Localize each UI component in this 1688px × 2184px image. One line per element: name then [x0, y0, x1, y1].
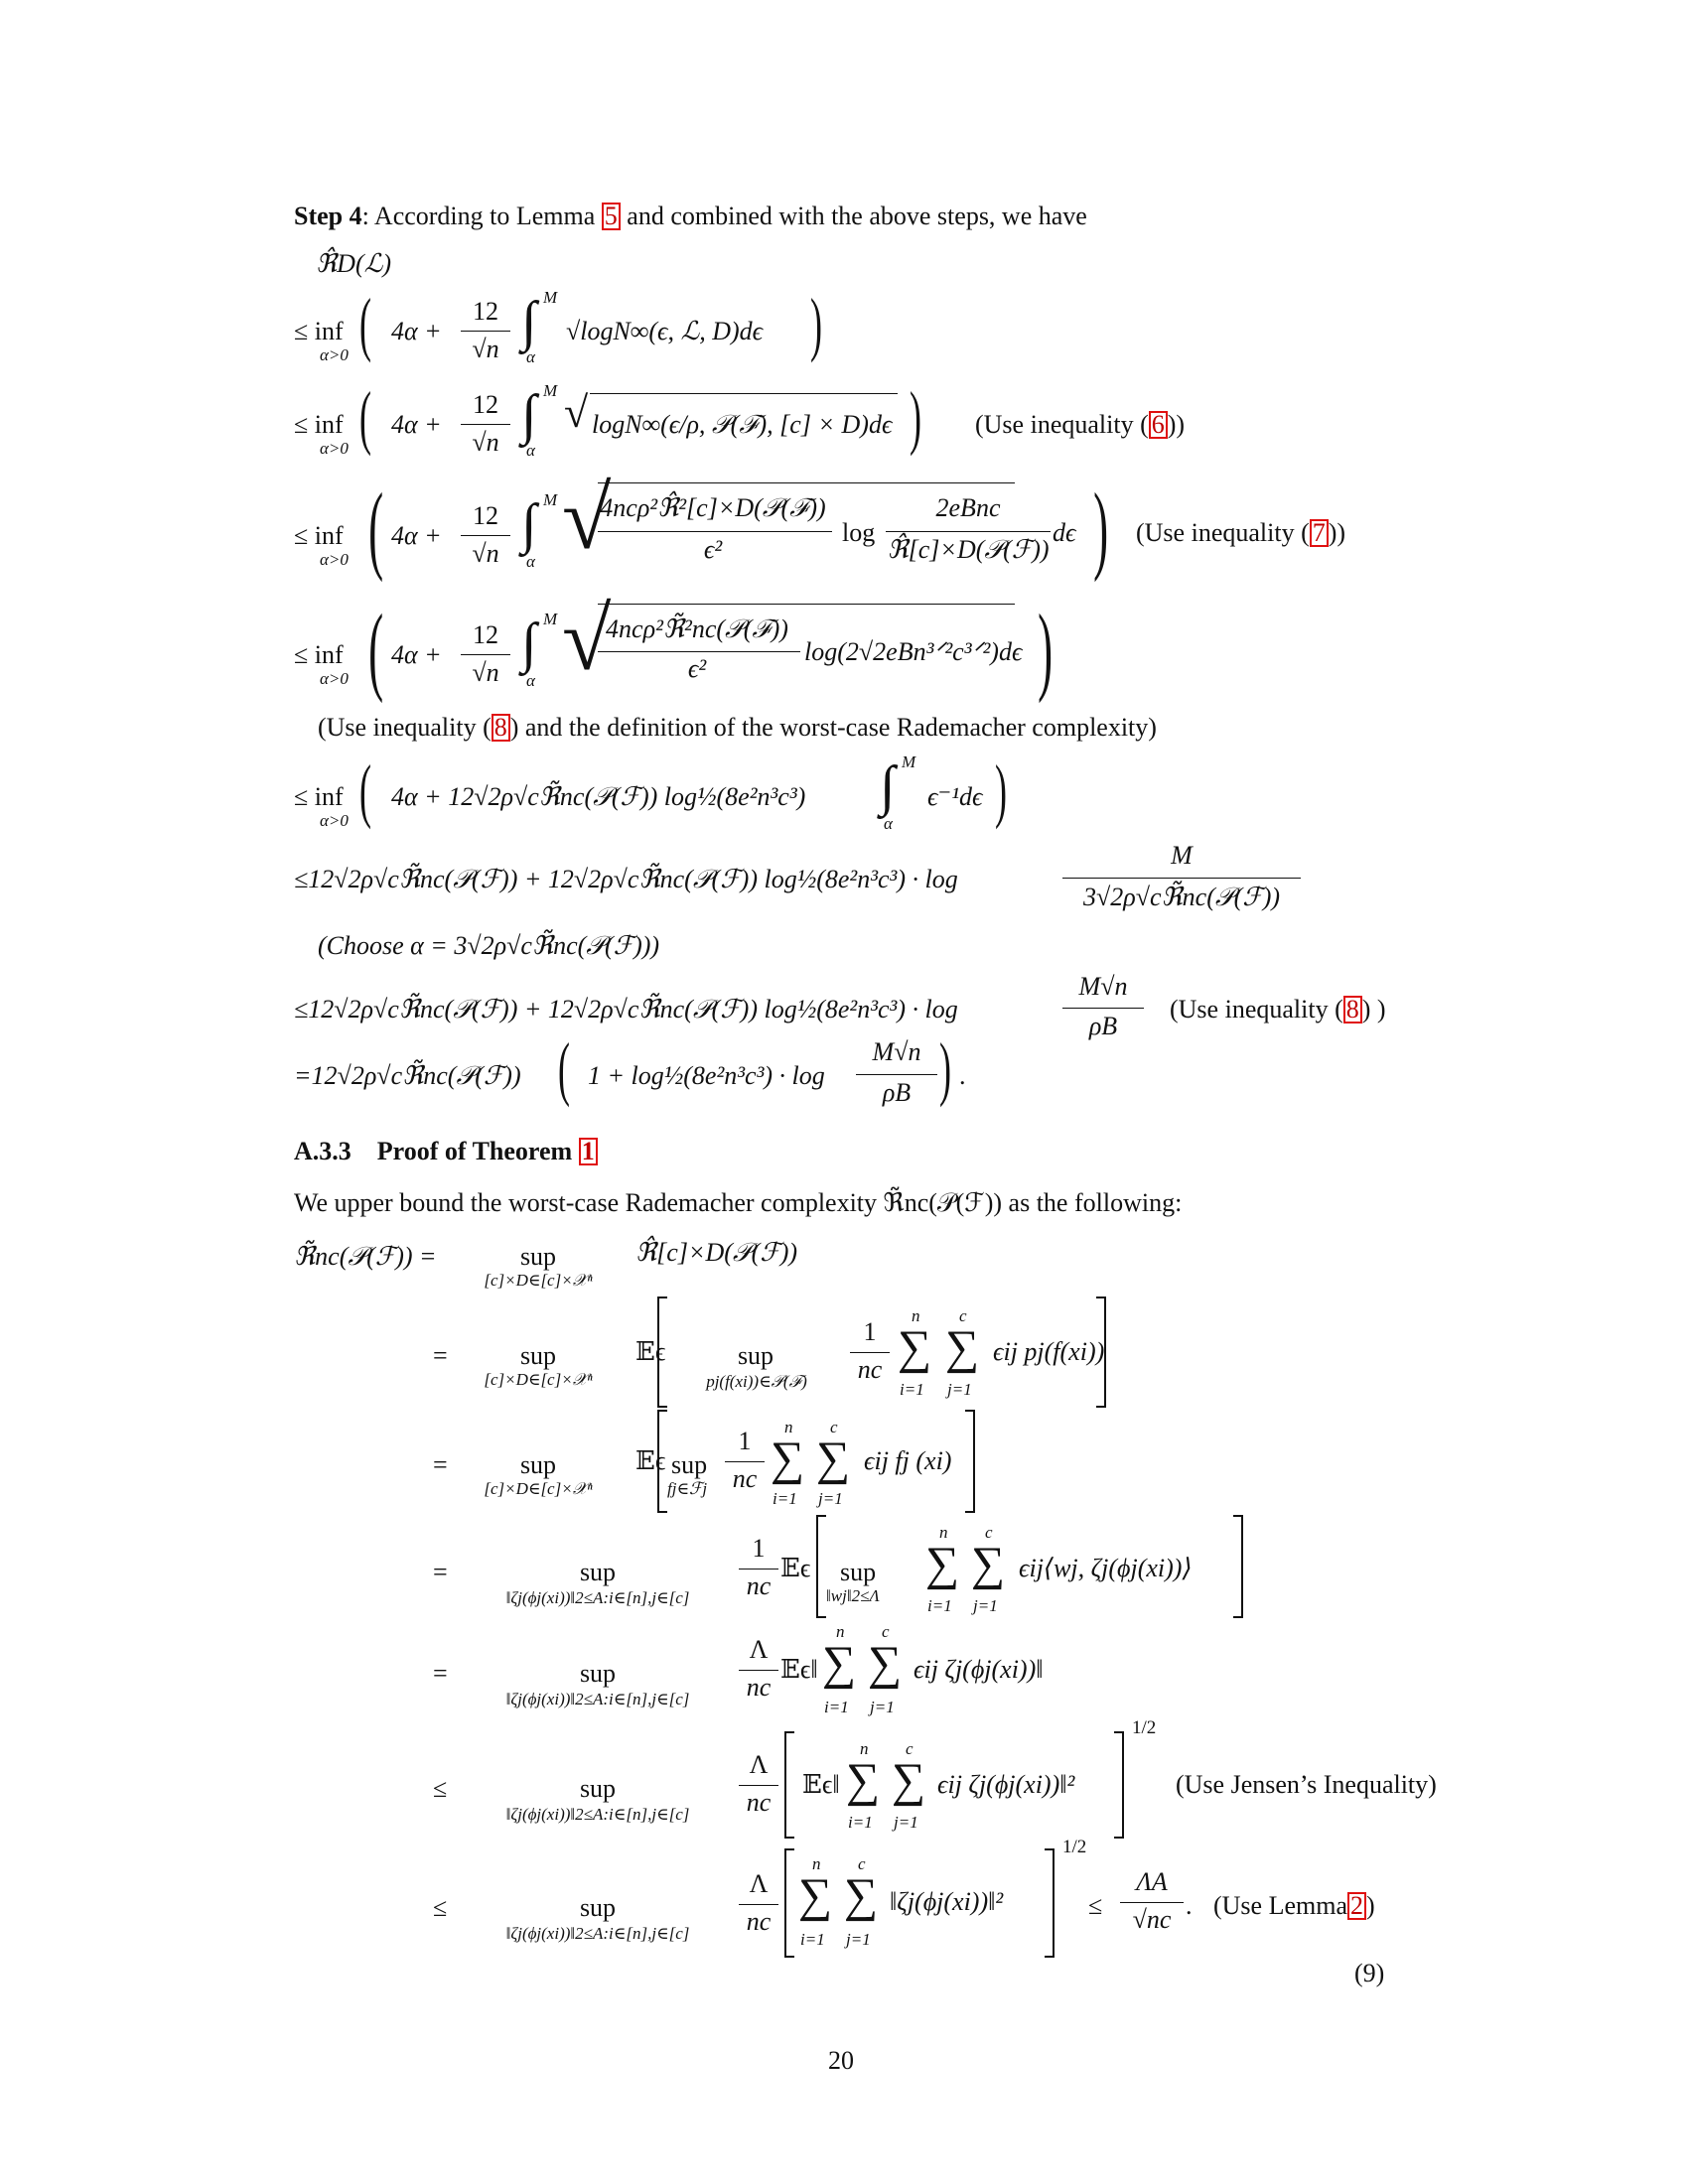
- integral-sign-2: ∫: [521, 384, 537, 446]
- eq9-sup-sub-3: ‖ζj(ϕj(xi))‖2≤A:i∈[n],j∈[c]: [505, 1588, 690, 1607]
- int-lower-1: α: [526, 347, 535, 366]
- l10-body: =12√2ρ√cℜ̃nc(𝒫(ℱ)): [294, 1061, 521, 1090]
- integral-sign-1: ∫: [521, 291, 537, 352]
- int-lower-6: α: [884, 814, 893, 833]
- sum-top-n-5: n: [860, 1739, 869, 1758]
- sum-j-icon-2: ∑: [816, 1433, 851, 1485]
- int-upper-1: M: [543, 288, 558, 307]
- eq9-r6-fracline: [1120, 1902, 1184, 1903]
- l7-num: M: [1171, 841, 1193, 870]
- note-ineq-8-b: (Use inequality ( 8 ) ): [1170, 995, 1386, 1024]
- paren-close-4: ): [1038, 594, 1054, 704]
- frac12-den-3: √n: [472, 539, 499, 568]
- eq9-sup-5: sup: [579, 1774, 617, 1803]
- term-4alpha-2: 4α +: [391, 410, 442, 439]
- bracket-open-3: [816, 1515, 826, 1618]
- paragraph-intro: We upper bound the worst-case Rademacher complexity ℜ̃nc(𝒫(ℱ)) as the following:: [294, 1188, 1183, 1217]
- inf-operator-2: ≤ inf: [294, 410, 344, 439]
- eq9-frac1-den-2: nc: [732, 1464, 758, 1493]
- l3-fracline: [598, 531, 832, 532]
- eq9-eq-2: =: [433, 1450, 448, 1479]
- eq9-le-5: ≤: [433, 1774, 448, 1803]
- eq9-fracline-5: [739, 1785, 778, 1786]
- sum-j-icon-5: ∑: [892, 1754, 926, 1807]
- frac12-num-2: 12: [473, 390, 498, 419]
- sum-bot-j-4: j=1: [870, 1698, 895, 1716]
- sqrt-bar-2: [590, 393, 898, 394]
- eq9-eq-3: =: [433, 1558, 448, 1586]
- eq9-sup-2: sup: [519, 1450, 557, 1479]
- sqrt-bar-3: [598, 482, 1015, 483]
- lhs-rademacher: ℜ̂D(ℒ): [316, 249, 391, 278]
- eq9-lambda-den-6: nc: [746, 1907, 772, 1936]
- eq9-lambda-num-6: Λ: [749, 1869, 769, 1898]
- sum-j-icon-6: ∑: [844, 1869, 879, 1922]
- l4-den: ϵ²: [687, 654, 707, 683]
- eq9-sup-inner-sub-3: ‖wj‖2≤Λ: [826, 1586, 880, 1605]
- l10-den: ρB: [882, 1078, 912, 1107]
- eq9-fracline-4: [739, 1670, 778, 1671]
- int-upper-3: M: [543, 490, 558, 509]
- l3-log: log: [842, 518, 876, 547]
- eq9-lambda-num-4: Λ: [749, 1635, 769, 1664]
- sum-i-icon-5: ∑: [846, 1754, 881, 1807]
- eq9-frac1-num-2: 1: [738, 1427, 752, 1455]
- bracket-close-2: [965, 1410, 975, 1513]
- paren-close-2: ): [909, 377, 921, 457]
- eq9-sup-sub-2: [c]×D∈[c]×𝒳ⁿ: [484, 1479, 593, 1498]
- eq9-sup-inner-3: sup: [840, 1558, 877, 1586]
- sum-i-icon-2: ∑: [771, 1433, 805, 1485]
- sum-top-n-6: n: [812, 1854, 821, 1873]
- sum-bot-j-6: j=1: [846, 1930, 871, 1949]
- inf-operator-1: ≤ inf: [294, 317, 344, 345]
- eq9-fracline-6: [739, 1904, 778, 1905]
- eq9-E-5: 𝔼ϵ‖: [802, 1770, 840, 1799]
- l7-den: 3√2ρ√cℜ̃nc(𝒫(ℱ)): [1082, 883, 1281, 911]
- eq9-r0-body: ℜ̂[c]×D(𝒫(ℱ)): [635, 1238, 798, 1267]
- eq9-sup-sub-1: [c]×D∈[c]×𝒳ⁿ: [484, 1370, 593, 1389]
- frac12-line-4: [461, 654, 510, 655]
- inf-operator-4: ≤ inf: [294, 640, 344, 669]
- frac12-den-4: √n: [472, 658, 499, 687]
- paren-open-2: (: [358, 377, 371, 457]
- eq9-r6-num: ΛA: [1136, 1867, 1168, 1896]
- l3-den: ϵ²: [703, 535, 723, 564]
- eq9-frac1-den-1: nc: [857, 1355, 883, 1384]
- sum-bot-i-3: i=1: [927, 1596, 952, 1615]
- sum-i-icon-6: ∑: [798, 1869, 833, 1922]
- paren-close-10: ): [938, 1028, 951, 1108]
- eq9-sup-inner-1: sup: [737, 1341, 774, 1370]
- inf-sub-4: α>0: [320, 669, 349, 688]
- sum-bot-j-1: j=1: [947, 1380, 972, 1399]
- inf-sub-6: α>0: [320, 811, 349, 830]
- paren-open-4: (: [368, 594, 384, 704]
- sum-j-icon-3: ∑: [971, 1538, 1006, 1590]
- sum-bot-i-2: i=1: [773, 1489, 797, 1508]
- eq9-sup-sub-4: ‖ζj(ϕj(xi))‖2≤A:i∈[n],j∈[c]: [505, 1690, 690, 1708]
- eq9-r6-tail: ‖ζj(ϕj(xi))‖²: [890, 1887, 1004, 1916]
- l3-log-num: 2eBnc: [935, 493, 1001, 522]
- note-ineq-6: (Use inequality ( 6 )): [975, 410, 1186, 439]
- sum-bot-i-6: i=1: [800, 1930, 825, 1949]
- sum-top-n-1: n: [912, 1306, 920, 1325]
- l7-body: ≤12√2ρ√cℜ̃nc(𝒫(ℱ)) + 12√2ρ√cℜ̃nc(𝒫(ℱ)) log½(8e²n³c³) · log: [294, 865, 958, 893]
- eq9-half-exp-5: 1/2: [1132, 1717, 1157, 1738]
- eq9-r2-tail: ϵij fj (xi): [864, 1446, 952, 1475]
- frac12-num-1: 12: [473, 297, 498, 326]
- eq9-sup-inner-2: sup: [671, 1450, 708, 1479]
- sum-top-c-3: c: [985, 1523, 993, 1542]
- integrand-1: √logN∞(ϵ, ℒ, D)dϵ: [566, 317, 764, 345]
- eq9-r3-tail: ϵij⟨wj, ζj(ϕj(xi))⟩: [1019, 1554, 1193, 1582]
- section-number: A.3.3: [294, 1137, 352, 1165]
- int-upper-2: M: [543, 381, 558, 400]
- step4-intro-tail: and combined with the above steps, we have: [627, 202, 1087, 230]
- sqrt-sign-4: √: [562, 591, 612, 689]
- l3-log-fracline: [886, 531, 1051, 532]
- l3-num: 4ncρ²ℜ̂²[c]×D(𝒫(ℱ)): [600, 493, 826, 522]
- frac12-line-1: [461, 331, 510, 332]
- section-title: Proof of Theorem: [376, 1137, 573, 1165]
- note-choose-alpha: (Choose α = 3√2ρ√cℜ̃nc(𝒫(ℱ))): [318, 931, 660, 960]
- l3-d-eps: dϵ: [1053, 518, 1076, 547]
- sum-top-c-5: c: [906, 1739, 914, 1758]
- step4-intro: : According to Lemma: [361, 202, 596, 230]
- sum-bot-j-2: j=1: [818, 1489, 843, 1508]
- sum-j-icon-4: ∑: [868, 1637, 903, 1690]
- sum-bot-i-5: i=1: [848, 1813, 873, 1832]
- eq9-fracline-1: [850, 1352, 890, 1353]
- eq9-E-2: 𝔼ϵ: [635, 1446, 666, 1475]
- sum-j-icon-1: ∑: [945, 1321, 980, 1374]
- inf-operator-3: ≤ inf: [294, 521, 344, 550]
- term-4alpha-3: 4α +: [391, 521, 442, 550]
- eq9-eq-4: =: [433, 1659, 448, 1688]
- l10-num: M√n: [872, 1037, 921, 1066]
- frac12-line-3: [461, 535, 510, 536]
- l9-num: M√n: [1078, 972, 1128, 1001]
- l10-fracline: [856, 1074, 937, 1075]
- lemma-5-link[interactable]: 5: [602, 203, 621, 230]
- integral-sign-4: ∫: [521, 613, 537, 674]
- paren-open-10: (: [557, 1028, 570, 1108]
- paren-open-3: (: [368, 473, 384, 583]
- eq9-r4-tail: ϵij ζj(ϕj(xi))‖: [914, 1655, 1044, 1684]
- sum-top-c-4: c: [882, 1622, 890, 1641]
- bracket-close-3: [1233, 1515, 1243, 1618]
- bracket-open-5: [784, 1731, 794, 1839]
- sum-bot-j-3: j=1: [973, 1596, 998, 1615]
- bracket-close-6: [1045, 1848, 1055, 1958]
- eq9-E-1: 𝔼ϵ: [635, 1337, 666, 1366]
- int-upper-4: M: [543, 610, 558, 628]
- sum-i-icon-1: ∑: [898, 1321, 932, 1374]
- sum-i-icon-3: ∑: [925, 1538, 960, 1590]
- note-lemma-2: (Use Lemma 2 ): [1213, 1891, 1375, 1920]
- sum-top-c-2: c: [830, 1418, 838, 1436]
- sum-top-n-2: n: [784, 1418, 793, 1436]
- inf-sub-3: α>0: [320, 550, 349, 569]
- paren-open-6: (: [358, 751, 371, 830]
- eq9-r1-tail: ϵij pj(f(xi)): [993, 1337, 1105, 1366]
- eq9-half-exp-6: 1/2: [1062, 1837, 1087, 1857]
- eq9-sup-6: sup: [579, 1893, 617, 1922]
- eq9-frac1-num-1: 1: [863, 1317, 877, 1346]
- eq9-sup-0: sup: [519, 1242, 557, 1271]
- bracket-open-1: [657, 1297, 667, 1408]
- eq9-lambda-den-5: nc: [746, 1788, 772, 1817]
- term-4alpha-4: 4α +: [391, 640, 442, 669]
- int-upper-6: M: [902, 752, 916, 771]
- sqrt-bar-4: [598, 604, 1015, 605]
- eq9-lhs: ℜ̃nc(𝒫(ℱ)) =: [294, 1242, 437, 1271]
- eq9-sup-inner-sub-1: pj(f(xi))∈𝒫(ℱ): [706, 1372, 807, 1391]
- eq9-sup-inner-sub-2: fj∈ℱj: [667, 1479, 708, 1498]
- l10-inner: 1 + log½(8e²n³c³) · log: [588, 1061, 825, 1090]
- integral-sign-3: ∫: [521, 493, 537, 555]
- eq9-r5-tail: ϵij ζj(ϕj(xi))‖²: [937, 1770, 1075, 1799]
- l3-log-den: ℜ̂[c]×D(𝒫(ℱ)): [887, 535, 1050, 564]
- note-ineq-8-definition: (Use inequality ( 8 ) and the definition of the worst-case Rademacher complexity): [318, 713, 1157, 742]
- step4-title: Step 4: [294, 202, 362, 230]
- note-jensen: (Use Jensen’s Inequality): [1176, 1770, 1437, 1799]
- eq-8-link-a[interactable]: 8: [492, 714, 510, 742]
- page-number: 20: [828, 2046, 854, 2075]
- eq9-r6-den: √nc: [1132, 1905, 1172, 1934]
- int-lower-4: α: [526, 671, 535, 690]
- sqrt-sign-3: √: [562, 470, 612, 568]
- eq9-frac1-den-3: nc: [746, 1571, 772, 1600]
- sqrt-sign-2: √: [564, 388, 589, 437]
- term-4alpha-1: 4α +: [391, 317, 442, 345]
- eq9-lambda-num-5: Λ: [749, 1750, 769, 1779]
- sum-bot-i-1: i=1: [900, 1380, 924, 1399]
- eq9-E-4: 𝔼ϵ‖: [780, 1655, 818, 1684]
- sum-top-c-1: c: [959, 1306, 967, 1325]
- sum-top-n-3: n: [939, 1523, 948, 1542]
- bracket-open-2: [657, 1410, 667, 1513]
- eq9-r6-dot: .: [1186, 1891, 1193, 1920]
- eq9-E-3: 𝔼ϵ: [780, 1554, 811, 1582]
- eq-6-link[interactable]: 6: [1149, 411, 1168, 439]
- eq9-eq-1: =: [433, 1341, 448, 1370]
- sum-top-c-6: c: [858, 1854, 866, 1873]
- bracket-open-6: [784, 1848, 794, 1958]
- paren-close-3: ): [1093, 473, 1109, 583]
- eq-7-link[interactable]: 7: [1310, 519, 1329, 547]
- eq9-frac1-num-3: 1: [752, 1534, 766, 1563]
- paren-open-1: (: [358, 284, 371, 363]
- equation-number-9: (9): [1354, 1959, 1385, 1987]
- eq9-sup-sub-5: ‖ζj(ϕj(xi))‖2≤A:i∈[n],j∈[c]: [505, 1805, 690, 1824]
- l10-period: .: [959, 1061, 966, 1090]
- sum-top-n-4: n: [836, 1622, 845, 1641]
- eq9-sup-4: sup: [579, 1659, 617, 1688]
- eq9-sup-1: sup: [519, 1341, 557, 1370]
- eq9-sup-sub-0: [c]×D∈[c]×𝒳ⁿ: [484, 1271, 593, 1290]
- sum-bot-j-5: j=1: [894, 1813, 918, 1832]
- inf-sub-2: α>0: [320, 439, 349, 458]
- l4-num: 4ncρ²ℜ̃²nc(𝒫(ℱ)): [606, 614, 788, 643]
- eq9-lambda-den-4: nc: [746, 1673, 772, 1702]
- l9-fracline: [1062, 1008, 1144, 1009]
- inf-operator-6: ≤ inf: [294, 782, 344, 811]
- eq9-r6-le: ≤: [1088, 1891, 1103, 1920]
- l9-body: ≤12√2ρ√cℜ̃nc(𝒫(ℱ)) + 12√2ρ√cℜ̃nc(𝒫(ℱ)) log½(8e²n³c³) · log: [294, 995, 958, 1024]
- eq9-le-6: ≤: [433, 1893, 448, 1922]
- frac12-den-2: √n: [472, 428, 499, 457]
- inf-sub-1: α>0: [320, 345, 349, 364]
- sum-i-icon-4: ∑: [822, 1637, 857, 1690]
- l6-body: 4α + 12√2ρ√cℜ̃nc(𝒫(ℱ)) log½(8e²n³c³): [391, 782, 806, 811]
- int-lower-2: α: [526, 441, 535, 460]
- eq9-sup-3: sup: [579, 1558, 617, 1586]
- bracket-close-5: [1114, 1731, 1124, 1839]
- sum-bot-i-4: i=1: [824, 1698, 849, 1716]
- theorem-1-link[interactable]: 1: [579, 1138, 598, 1165]
- eq9-sup-sub-6: ‖ζj(ϕj(xi))‖2≤A:i∈[n],j∈[c]: [505, 1924, 690, 1943]
- lemma-2-link[interactable]: 2: [1347, 1892, 1366, 1920]
- eq9-fracline-3: [739, 1569, 778, 1570]
- l9-den: ρB: [1088, 1012, 1118, 1040]
- int-lower-3: α: [526, 552, 535, 571]
- integral-sign-6: ∫: [880, 755, 896, 817]
- step4-heading: [294, 201, 1087, 232]
- frac12-num-3: 12: [473, 501, 498, 530]
- eq9-fracline-2: [725, 1461, 765, 1462]
- bracket-close-1: [1096, 1297, 1106, 1408]
- frac12-line-2: [461, 424, 510, 425]
- frac12-den-1: √n: [472, 335, 499, 363]
- note-ineq-7: (Use inequality ( 7 )): [1136, 518, 1346, 547]
- frac12-num-4: 12: [473, 620, 498, 649]
- l7-fracline: [1062, 878, 1301, 879]
- section-heading: [294, 1136, 598, 1167]
- l6-integrand: ϵ⁻¹dϵ: [927, 782, 983, 811]
- l4-log-tail: log(2√2eBn³ᐟ²c³ᐟ²)dϵ: [804, 637, 1023, 666]
- l4-fracline: [598, 651, 800, 652]
- paren-close-6: ): [994, 751, 1007, 830]
- eq-8-link-b[interactable]: 8: [1343, 996, 1362, 1024]
- integrand-2: logN∞(ϵ/ρ, 𝒫(ℱ), [c] × D)dϵ: [592, 410, 893, 439]
- paren-close-1: ): [809, 284, 822, 363]
